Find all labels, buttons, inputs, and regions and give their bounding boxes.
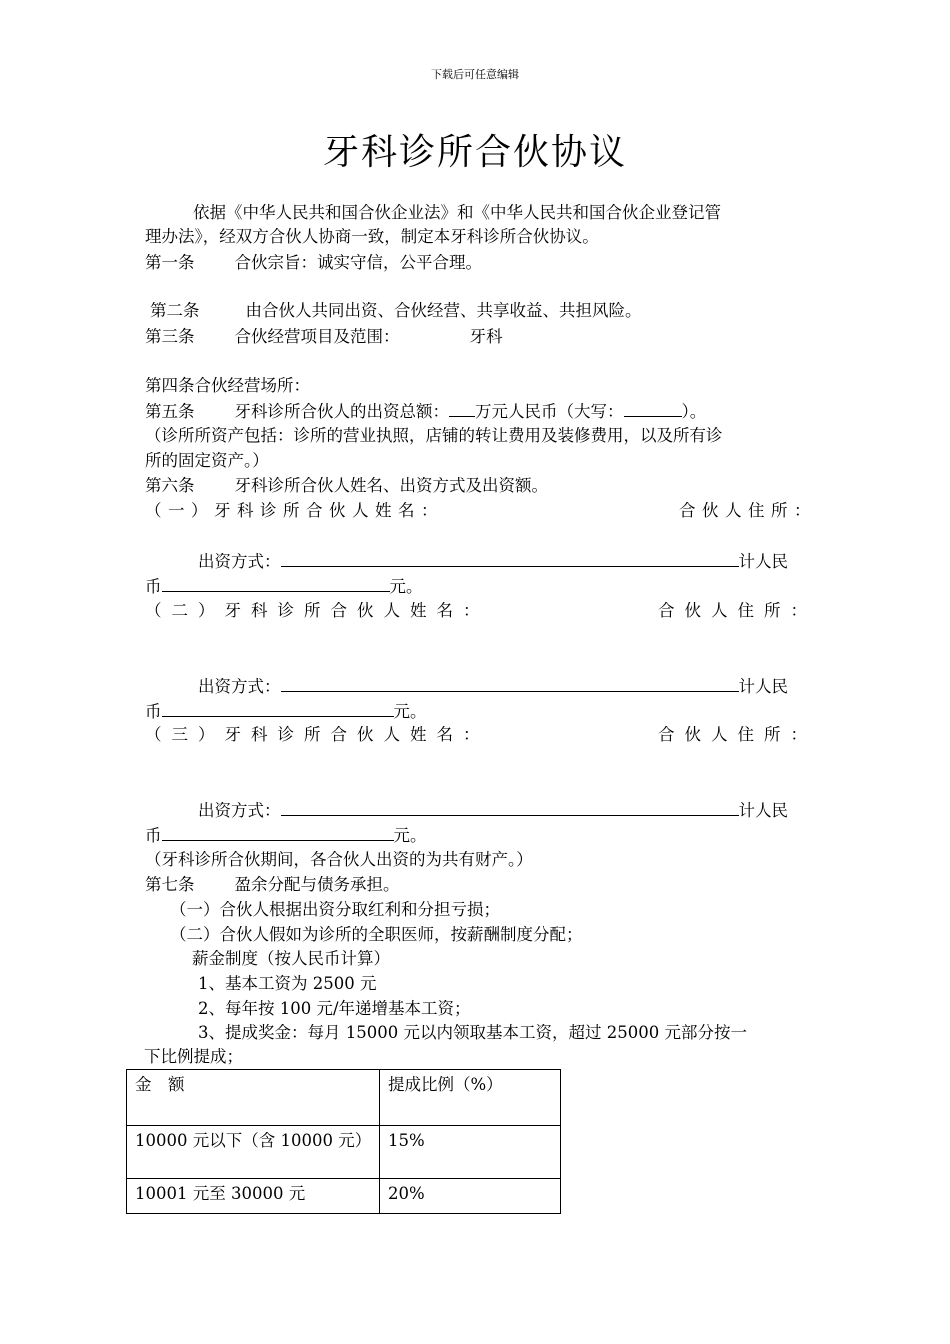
article-2-number: 第二条 xyxy=(150,301,200,320)
table-row xyxy=(127,1179,561,1214)
article-5-number: 第五条 xyxy=(145,402,195,421)
article-6-number: 第六条 xyxy=(145,476,195,495)
partner-2-contribution-blank xyxy=(281,675,739,692)
article-4: 第四条合伙经营场所： xyxy=(145,376,310,395)
article-6 xyxy=(145,475,548,497)
article-3-text: 合伙经营项目及范围： xyxy=(234,327,400,346)
partner-3-contribution-tail: 计人民 xyxy=(738,801,788,820)
article-5-text-b: 万元人民币（大写： xyxy=(475,402,624,421)
partner-2-name-label: （二）牙科诊所合伙人姓名： xyxy=(145,601,490,620)
partner-2-contribution-label: 出资方式： xyxy=(198,677,281,696)
article-5-text-c: ）。 xyxy=(681,402,707,421)
table-header-amount: 金 额 xyxy=(127,1070,380,1126)
common-property-note: （牙科诊所合伙期间，各合伙人出资的为共有财产。） xyxy=(145,850,533,869)
intro-line-1: 依据《中华人民共和国合伙企业法》和《中华人民共和国合伙企业登记管 xyxy=(193,203,721,222)
table-row xyxy=(127,1126,561,1179)
article-1 xyxy=(145,252,482,274)
article-7-text: 盈余分配与债务承担。 xyxy=(234,875,400,894)
table-header-row xyxy=(127,1070,561,1126)
total-amount-blank xyxy=(449,400,475,417)
article-7 xyxy=(145,874,400,896)
partner-2-currency xyxy=(145,700,427,723)
table-cell-amount-text: 10000 元以下（含 10000 元） xyxy=(135,1131,372,1150)
article-2-text: 由合伙人共同出资、合伙经营、共享收益、共担风险。 xyxy=(245,301,642,320)
salary-item-3-continued: 下比例提成； xyxy=(144,1047,243,1066)
partner-3-currency xyxy=(145,824,427,847)
article-3-value: 牙科 xyxy=(469,327,503,346)
partner-1-address-label: 合伙人住所： xyxy=(679,501,817,520)
partner-3-address-label: 合伙人住所： xyxy=(658,725,817,744)
article-6-text: 牙科诊所合伙人姓名、出资方式及出资额。 xyxy=(234,476,548,495)
table-cell-amount: 10001 元至 30000 元 xyxy=(127,1179,380,1214)
partner-1-name-label: （一）牙科诊所合伙人姓名： xyxy=(145,501,444,520)
partner-1-currency-label: 币 xyxy=(145,577,162,596)
article-5-text-a: 牙科诊所合伙人的出资总额： xyxy=(234,402,449,421)
salary-item-3: 3、提成奖金：每月 15000 元以内领取基本工资，超过 25000 元部分按一 xyxy=(198,1023,747,1042)
partner-1-contribution-blank xyxy=(281,550,739,567)
partner-2-currency-label: 币 xyxy=(145,702,162,721)
table-header-rate: 提成比例（%） xyxy=(380,1070,561,1126)
page-header: 下载后可任意编辑 xyxy=(431,68,519,81)
article-5-note-2: 所的固定资产。） xyxy=(145,451,269,470)
table-cell-amount xyxy=(127,1126,380,1179)
partner-3-currency-label: 币 xyxy=(145,826,162,845)
partner-2-contribution-tail: 计人民 xyxy=(738,677,788,696)
partner-3-contribution-blank xyxy=(281,799,739,816)
partner-2-amount-blank xyxy=(162,700,394,717)
table-cell-rate: 15% xyxy=(380,1126,561,1179)
partner-2-currency-tail: 元。 xyxy=(393,702,427,721)
article-2 xyxy=(150,300,642,322)
partner-1-currency xyxy=(145,575,423,598)
partner-3-name-label: （三）牙科诊所合伙人姓名： xyxy=(145,725,490,744)
table-cell-rate: 20% xyxy=(380,1179,561,1214)
salary-item-2: 2、每年按 100 元/年递增基本工资； xyxy=(198,999,471,1018)
article-5 xyxy=(145,400,706,423)
salary-item-1: 1、基本工资为 2500 元 xyxy=(198,974,377,993)
partner-1-amount-blank xyxy=(162,575,390,592)
amount-in-words-blank xyxy=(624,400,682,417)
article-1-number: 第一条 xyxy=(145,253,195,272)
partner-1-contribution-label: 出资方式： xyxy=(198,552,281,571)
commission-table xyxy=(126,1069,561,1214)
salary-title: 薪金制度（按人民币计算） xyxy=(192,949,390,968)
partner-1-contribution xyxy=(198,550,788,573)
article-7-item-2: （二）合伙人假如为诊所的全职医师，按薪酬制度分配； xyxy=(170,925,583,944)
article-3-number: 第三条 xyxy=(145,327,195,346)
partner-3-currency-tail: 元。 xyxy=(393,826,427,845)
article-7-number: 第七条 xyxy=(145,875,195,894)
article-1-text: 合伙宗旨：诚实守信，公平合理。 xyxy=(234,253,482,272)
partner-3-contribution xyxy=(198,799,788,822)
partner-2-address-label: 合伙人住所： xyxy=(658,601,817,620)
article-5-note-1: （诊所所资产包括：诊所的营业执照，店铺的转让费用及装修费用，以及所有诊 xyxy=(145,426,723,445)
partner-3-contribution-label: 出资方式： xyxy=(198,801,281,820)
partner-1-contribution-tail: 计人民 xyxy=(738,552,788,571)
article-7-item-1: （一）合伙人根据出资分取红利和分担亏损； xyxy=(170,900,500,919)
partner-2-contribution xyxy=(198,675,788,698)
intro-line-2: 理办法》，经双方合伙人协商一致，制定本牙科诊所合伙协议。 xyxy=(145,227,599,246)
document-title: 牙科诊所合伙协议 xyxy=(322,132,627,173)
partner-1-currency-tail: 元。 xyxy=(389,577,423,596)
partner-3-amount-blank xyxy=(162,824,394,841)
article-3 xyxy=(145,326,503,348)
